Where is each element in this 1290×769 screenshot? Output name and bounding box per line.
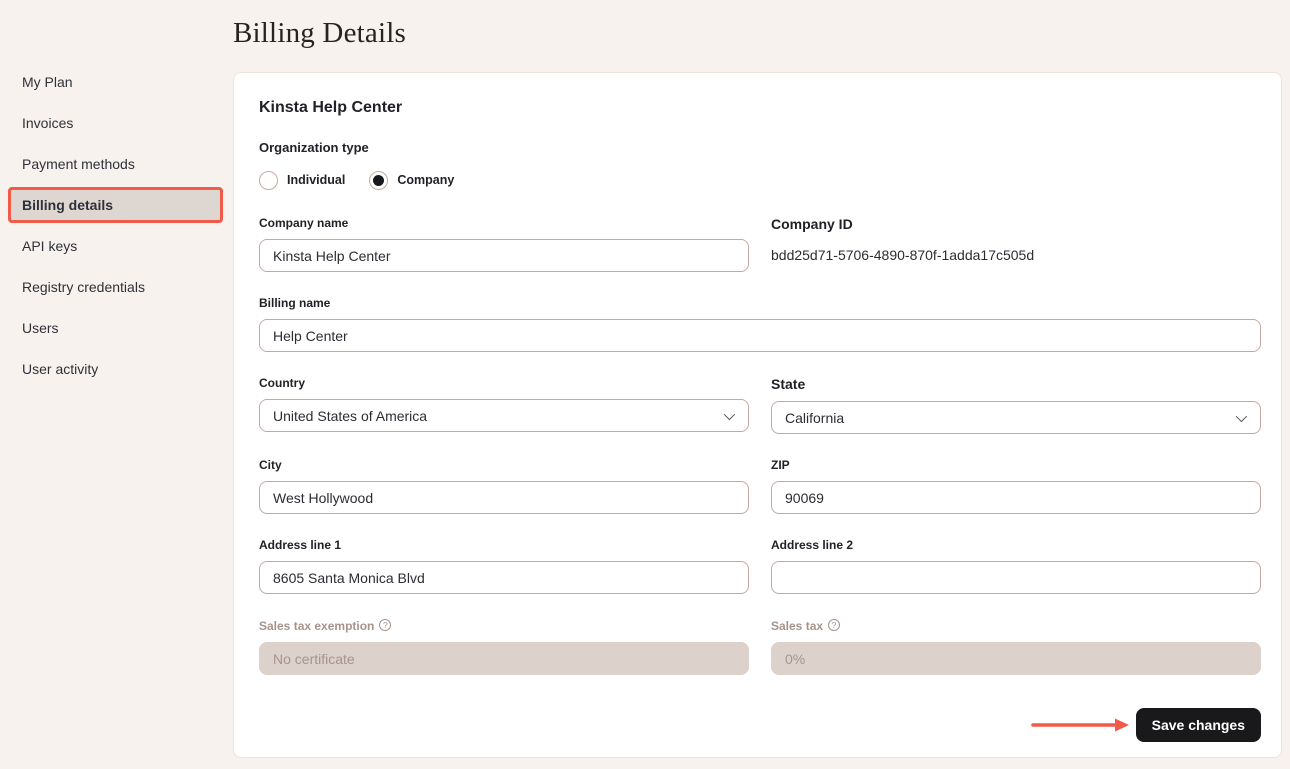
company-name-field-group	[259, 217, 749, 272]
sidebar-item-user-activity[interactable]: User activity	[22, 361, 99, 377]
city-input[interactable]	[259, 481, 749, 514]
sales-tax-input	[771, 642, 1261, 675]
radio-individual[interactable]	[259, 171, 345, 190]
country-field-group	[259, 377, 749, 434]
organization-type-group	[259, 141, 1261, 193]
city-field-group	[259, 459, 749, 514]
billing-form-grid	[259, 217, 1261, 675]
organization-type-label: Organization type	[259, 140, 369, 155]
country-label: Country	[259, 376, 305, 390]
sidebar-item-registry-credentials[interactable]: Registry credentials	[22, 279, 145, 295]
sales-tax-field-group	[771, 619, 1261, 675]
zip-label: ZIP	[771, 458, 790, 472]
radio-company[interactable]	[369, 171, 454, 190]
billing-main	[233, 0, 1290, 769]
address-line-1-input[interactable]	[259, 561, 749, 594]
sales-tax-exemption-label: Sales tax exemption ?	[259, 619, 749, 633]
company-card-heading: Kinsta Help Center	[259, 99, 403, 116]
state-select[interactable]	[771, 401, 1261, 434]
radio-individual-label: Individual	[287, 173, 346, 187]
billing-details-card	[233, 72, 1282, 758]
zip-input[interactable]	[771, 481, 1261, 514]
sales-tax-label: Sales tax?	[771, 619, 1261, 633]
company-name-input[interactable]	[259, 239, 749, 272]
sales-tax-exemption-input	[259, 642, 749, 675]
address-line-2-field-group	[771, 539, 1261, 594]
company-id-value: bdd25d71-5706-4890-870f-1adda17c505d	[771, 247, 1035, 263]
company-id-label: Company ID	[771, 216, 853, 232]
sidebar-item-users[interactable]: Users	[22, 320, 59, 336]
save-changes-button[interactable]: Save changes	[1136, 708, 1261, 742]
company-id-field-group	[771, 217, 1261, 272]
company-name-label: Company name	[259, 216, 349, 230]
address-line-1-label: Address line 1	[259, 538, 342, 552]
billing-sidebar-nav	[8, 64, 223, 387]
organization-type-radio-row	[259, 167, 1261, 193]
help-icon[interactable]	[828, 619, 840, 631]
chevron-down-icon	[724, 408, 735, 419]
city-label: City	[259, 458, 282, 472]
page-title: Billing Details	[233, 17, 406, 49]
address-line-2-label: Address line 2	[771, 538, 854, 552]
radio-individual-circle-icon	[259, 171, 278, 190]
state-label: State	[771, 376, 806, 392]
annotation-arrow-icon	[1031, 716, 1131, 734]
chevron-down-icon	[1236, 410, 1247, 421]
address-line-1-field-group	[259, 539, 749, 594]
billing-name-input[interactable]	[259, 319, 1261, 352]
radio-company-label: Company	[397, 173, 455, 187]
sidebar-item-billing-details[interactable]: Billing details	[8, 187, 223, 223]
billing-sidebar	[0, 0, 233, 769]
country-select-value: United States of America	[273, 407, 428, 424]
save-row	[259, 708, 1261, 742]
state-select-value: California	[785, 409, 845, 426]
sales-tax-exemption-field-group	[259, 619, 749, 675]
address-line-2-input[interactable]	[771, 561, 1261, 594]
state-field-group	[771, 377, 1261, 434]
sidebar-item-my-plan[interactable]: My Plan	[22, 74, 73, 90]
help-icon[interactable]	[379, 619, 391, 631]
sidebar-item-payment-methods[interactable]: Payment methods	[22, 156, 135, 172]
country-select[interactable]	[259, 399, 749, 432]
billing-name-field-group	[259, 297, 1261, 352]
zip-field-group	[771, 459, 1261, 514]
sidebar-item-invoices[interactable]: Invoices	[22, 115, 74, 131]
sidebar-item-api-keys[interactable]: API keys	[22, 238, 78, 254]
radio-company-circle-icon	[369, 171, 388, 190]
billing-name-label: Billing name	[259, 296, 331, 310]
